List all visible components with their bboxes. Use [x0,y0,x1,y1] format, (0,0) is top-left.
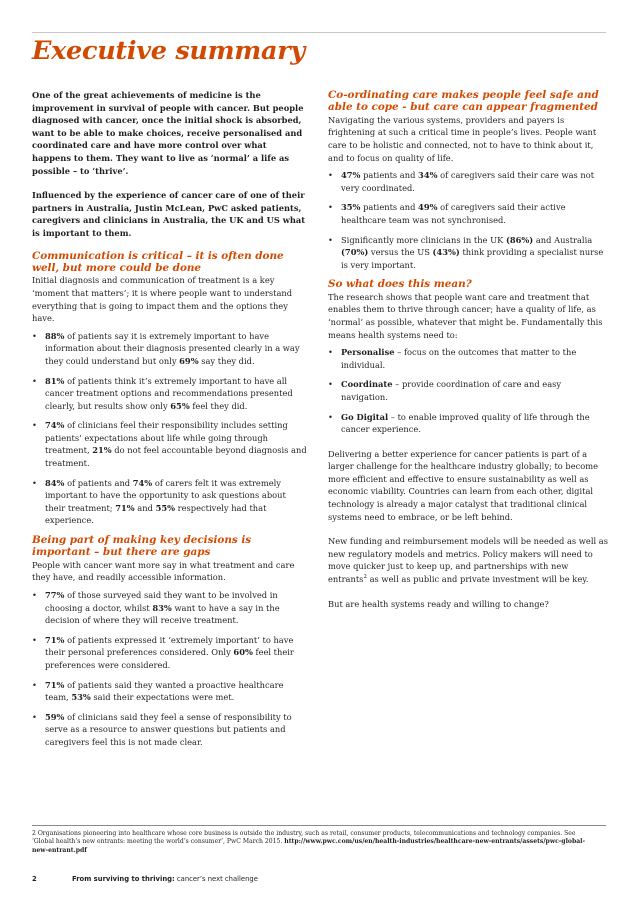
list-item: • Personalise – focus on the outcomes that matter to the individual. [328,346,608,371]
footnote-rule [32,825,606,826]
intro-paragraph-2: Influenced by the experience of cancer care of one of their partners in Australia, Justin McLean, PwC asked patients, caregivers and clinicians in Australia, the UK and US what is important to them. [32,190,306,238]
coordination-body: Navigating the various systems, providers and payers is frightening at such a critical time in people’s lives. People want care to be holistic and connected, not to have to think about it, and to focus on quality of life. [328,114,597,163]
meaning-list [328,346,608,436]
list-item: • 74% of clinicians feel their responsibility includes setting patients’ expectations about life while going through treatment, 21% do not feel accountable beyond diagnosis and treatment. [32,419,308,469]
list-item: • Coordinate – provide coordination of care and easy navigation. [328,378,608,403]
footer-title-rest: cancer’s next challenge [174,875,258,883]
communication-heading: Communication is critical – it is often done well, but more could be done [32,249,284,274]
footnote: 2 Organisations pioneering into healthcare whose core business is outside the industry, such as retail, consumer products, telecommunications and technology companies. See ‘Global health’s new entrants: meeting the world’s consumer’, PwC March 2015. http://www.pwc.com/us/en/health-industries/healthcare-new-entrants/assets/pwc-global-new-entrant.pdf [32,830,585,854]
footer-title-bold: From surviving to thriving: [72,875,175,883]
decisions-heading: Being part of making key decisions is important – but there are gaps [32,534,252,559]
footnote-link[interactable]: http://www.pwc.com/us/en/health-industries/healthcare-new-entrants/assets/pwc-global-new-entrant.pdf [32,838,585,854]
list-item: • 71% of patients expressed it ‘extremely important’ to have their personal preferences considered. Only 60% feel their preferences were considered. [32,634,308,672]
funding-paragraph: New funding and reimbursement models will be needed as well as new regulatory models and metrics. Policy makers will need to move quicker just to keep up, and partnerships with new entrants$^2$ as well as public and private investment will be key. [328,536,608,585]
page-footer [32,875,258,883]
list-item: • 71% of patients said they wanted a proactive healthcare team, 53% said their expectations were met. [32,679,308,704]
page-number: 2 [32,875,37,883]
communication-body: Initial diagnosis and communication of treatment is a key ‘moment that matters’; it is where people want to understand everything that is going to impact them and the options they have. [32,275,293,324]
intro-paragraph-1: One of the great achievements of medicine is the improvement in survival of people with cancer. But people diagnosed with cancer, once the initial shock is absorbed, want to be able to make choices, receive personalised and coordinated care and have more control over what happens to them. They want to live as ‘normal’ a life as possible – to ‘thrive’. [32,90,304,176]
list-item: • 47% patients and 34% of caregivers said their care was not very coordinated. [328,169,608,194]
list-item: • 84% of patients and 74% of carers felt it was extremely important to have the opportunity to ask questions about their treatment; 71% and 55% respectively had that experience. [32,477,308,527]
closing-question: But are health systems ready and willing to change? [328,598,549,609]
coordination-heading: Co-ordinating care makes people feel safe and able to cope - but care can appear fragmented [328,89,599,114]
meaning-body: The research shows that people want care and treatment that enables them to thrive through cancer; have a quality of life, as ‘normal’ as possible, whatever that might be. Fundamentally this means health systems need to: [328,291,603,340]
list-item: • Significantly more clinicians in the UK (86%) and Australia (70%) versus the US (43%) think providing a specialist nurse is very important. [328,234,608,272]
footnote-reference: 2 [363,574,367,581]
list-item: • 77% of those surveyed said they want to be involved in choosing a doctor, whilst 83% want to have a say in the decision of where they will receive treatment. [32,589,308,627]
decisions-body: People with cancer want more say in what treatment and care they have, and readily accessible information. [32,559,295,583]
delivering-paragraph: Delivering a better experience for cancer patients is part of a larger challenge for the healthcare industry globally; to become more efficient and effective to ensure sustainability as well as economic viability. Countries can learn from each other, digital technology is already a major catalyst that traditional clinical systems need to embrace, or be left behind. [328,448,599,522]
list-item: • Go Digital – to enable improved quality of life through the cancer experience. [328,411,608,436]
communication-list [32,330,308,527]
coordination-list [328,169,608,271]
list-item: • 88% of patients say it is extremely important to have information about their diagnosis presented clearly in a way they could understand but only 69% say they did. [32,330,308,368]
left-column [32,89,308,749]
list-item: • 81% of patients think it’s extremely important to have all cancer treatment options and recommendations presented clearly, but results show only 65% feel they did. [32,375,308,413]
meaning-heading: So what does this mean? [328,278,472,291]
top-rule [32,32,606,33]
list-item: • 59% of clinicians said they feel a sense of responsibility to serve as a resource to answer questions but patients and caregivers feel this is not made clear. [32,711,308,749]
list-item: • 35% patients and 49% of caregivers said their active healthcare team was not synchronised. [328,201,608,226]
page-title: Executive summary [32,36,305,66]
right-column [328,89,608,610]
decisions-list [32,589,308,749]
